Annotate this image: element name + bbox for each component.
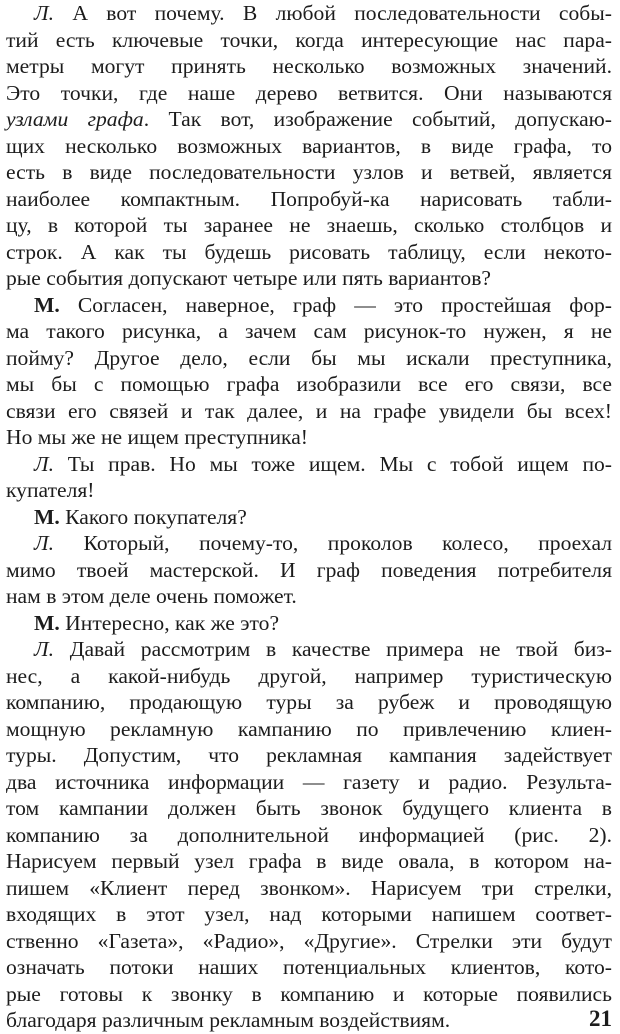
text-line [6,424,612,451]
text-line [6,689,612,716]
text-line [6,610,612,637]
line-text: два источника информации — газету и радио. Результа- [6,769,612,794]
text-line [6,398,612,425]
text-line [6,583,612,610]
speaker-l-label: Л. [34,1,55,25]
text-line [6,265,612,292]
text-line [6,875,612,902]
text-line [6,212,612,239]
text-line [6,159,612,186]
text-line [6,928,612,955]
speaker-l-label: Л. [34,637,55,661]
text-line [6,239,612,266]
line-text: Давай рассмотрим в качестве примера не твой биз- [54,637,612,661]
line-text: есть в виде последовательности узлов и ветвей, является [6,160,612,184]
text-line [6,742,612,769]
line-text: компанию, продающую туры за рубеж и проводящую [6,690,612,714]
line-text: Это точки, где наше дерево ветвится. Они называются [6,80,612,105]
text-line [6,106,612,133]
text-line [6,663,612,690]
line-text: рые готовы к звонку в компанию и которые появились [6,981,612,1006]
text-line [6,80,612,107]
line-text: строк. А как ты будешь рисовать таблицу, если некото- [6,239,612,264]
line-text: компанию за дополнительной информацией (рис. 2). [6,822,612,847]
speaker-m-label: М. [34,504,60,529]
body-text [6,0,612,1034]
line-text: нам в этом деле очень поможет. [6,584,297,608]
line-text: том кампании должен быть звонок будущего клиента в [6,796,612,820]
text-line [6,186,612,213]
line-text: Который, почему-то, проколов колесо, проехал [54,531,612,555]
text-line [6,477,612,504]
text-line [6,345,612,372]
line-text: входящих в этот узел, над которыми напишем соответ- [6,902,612,926]
text-line [6,636,612,663]
line-text: ма такого рисунка, а зачем сам рисунок-то нужен, я не [6,319,612,343]
line-text: щих несколько возможных вариантов, в виде графа, то [6,133,612,158]
text-line [6,530,612,557]
line-text: метры могут принять несколько возможных значений. [6,54,612,78]
line-text: Ты прав. Но мы тоже ищем. Мы с тобой ищем по- [54,451,612,476]
text-line [6,451,612,478]
line-text: . Так вот, изображение событий, допускаю- [143,107,612,131]
line-text: связи его связей и так далее, и на графе увидели бы всех! [6,398,612,423]
text-line [6,954,612,981]
text-line [6,769,612,796]
text-line [6,1007,612,1034]
text-line [6,371,612,398]
line-text: ственно «Газета», «Радио», «Другие». Стрелки эти будут [6,928,612,953]
text-line [6,318,612,345]
line-text: мимо твоей мастерской. И граф поведения потребителя [6,557,612,582]
line-text: туры. Допустим, что рекламная кампания задействует [6,743,612,767]
line-text: благодаря различным рекламным воздействиям. [6,1008,451,1032]
line-text: тий есть ключевые точки, когда интересующие нас пара- [6,27,612,52]
line-text: Интересно, как же это? [59,610,280,635]
speaker-l-label: Л. [34,451,55,476]
line-text: нес, а какой-нибудь другой, например туристическую [6,663,612,688]
speaker-m-label: М. [34,610,60,635]
line-text: пишем «Клиент перед звонком». Нарисуем три стрелки, [6,875,612,900]
text-line [6,53,612,80]
speaker-m-label: М. [34,292,60,317]
text-line [6,133,612,160]
line-text: Но мы же не ищем преступника! [6,425,308,449]
line-text: Нарисуем первый узел графа в виде овала, в котором на- [6,849,612,873]
text-line [6,901,612,928]
speaker-l-label: Л. [34,531,55,555]
line-text: цу, в которой ты заранее не знаешь, сколько столбцов и [6,213,612,237]
text-line [6,557,612,584]
emphasized-term: узлами графа [6,107,144,131]
line-text: мы бы с помощью графа изобразили все его связи, все [6,372,612,396]
line-text: мощную рекламную кампанию по привлечению клиен- [6,716,612,741]
text-line [6,822,612,849]
line-text: А вот почему. В любой последовательности собы- [54,1,612,25]
line-text: Какого покупателя? [59,504,247,529]
line-text: Согласен, наверное, граф — это простейшая фор- [59,292,612,317]
text-line [6,795,612,822]
text-line [6,0,612,27]
line-text: рые события допускают четыре или пять вариантов? [6,266,491,290]
line-text: наиболее компактным. Попробуй-ка нарисовать табли- [6,186,612,211]
text-line [6,27,612,54]
page-number: 21 [589,1006,612,1031]
text-line [6,292,612,319]
text-line [6,848,612,875]
line-text: означать потоки наших потенциальных клиентов, кото- [6,955,612,979]
line-text: купателя! [6,478,95,502]
line-text: пойму? Другое дело, если бы мы искали преступника, [6,345,612,370]
text-line [6,504,612,531]
text-line [6,981,612,1008]
text-line [6,716,612,743]
